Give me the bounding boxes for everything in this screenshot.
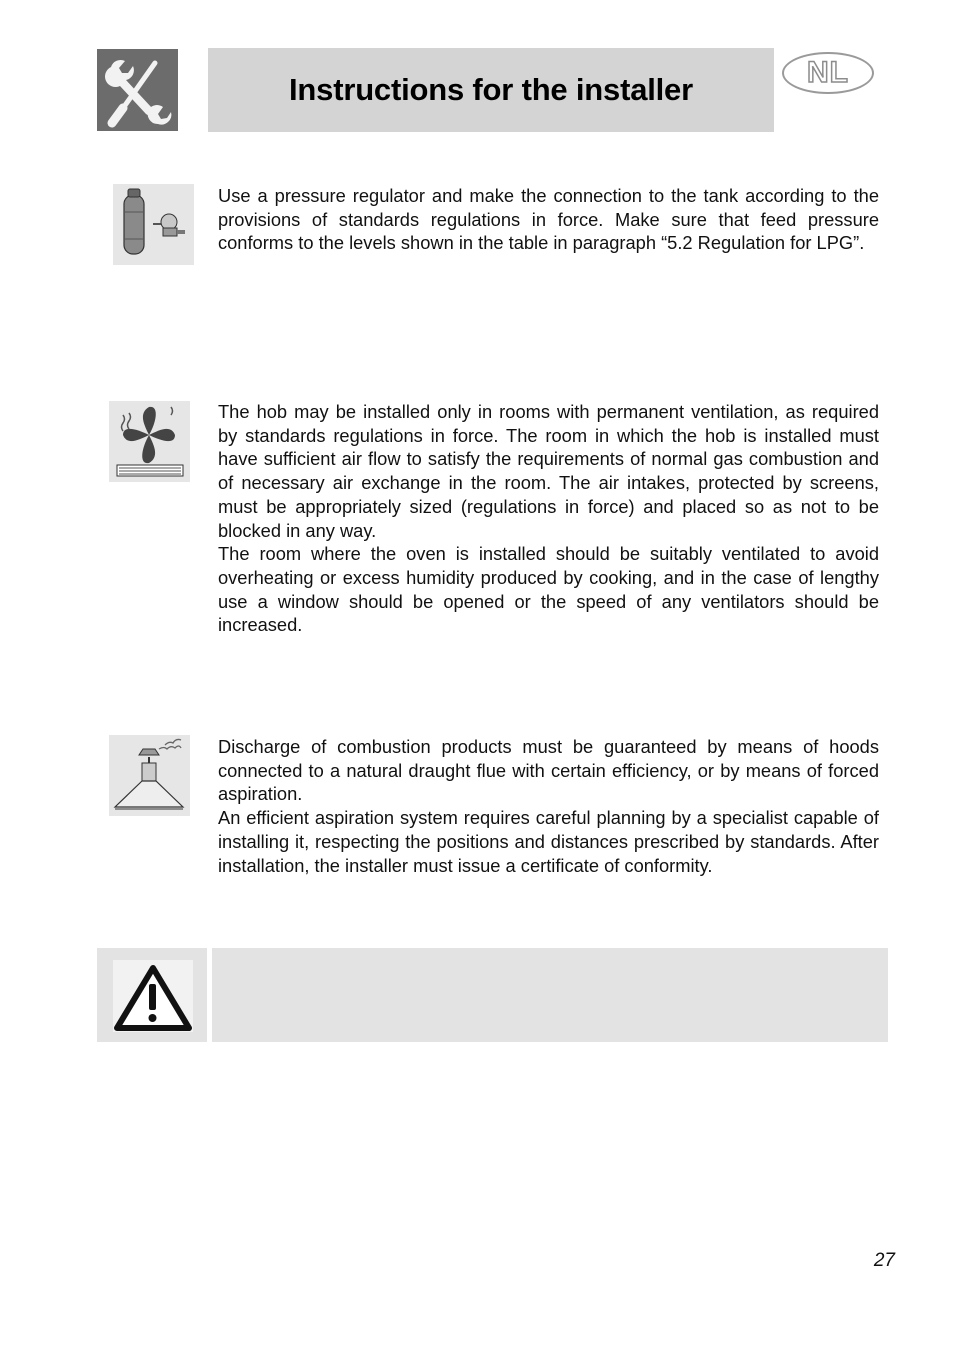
- extractor-hood-icon: [109, 735, 190, 816]
- section-ventilation-text: [218, 400, 879, 637]
- section-hood-text: [218, 735, 879, 877]
- ventilation-fan-icon: [109, 401, 190, 482]
- paragraph: Discharge of combustion products must be guaranteed by means of hoods connected to a natural draught flue with certain efficiency, or by means of forced aspiration.: [218, 736, 879, 805]
- language-badge-label: NL: [807, 56, 849, 89]
- paragraph: The room where the oven is installed should be suitably ventilated to avoid overheating or excess humidity produced by cooking, and in the case of lengthy use a window should be opened or the speed of any ventilators should be increased.: [218, 543, 879, 636]
- tools-icon: [97, 49, 178, 131]
- page-number: 27: [873, 1250, 895, 1271]
- paragraph: Use a pressure regulator and make the connection to the tank according to the provisions of standards regulations in force. Make sure that feed pressure conforms to the levels shown in the table in paragraph “5.2 Regulation for LPG”.: [218, 185, 879, 254]
- language-badge: [782, 52, 874, 94]
- header-title-bar: [208, 48, 774, 132]
- warning-triangle-icon: [97, 948, 207, 1042]
- warning-bar: [212, 948, 888, 1042]
- gas-cylinder-regulator-icon: [113, 184, 194, 265]
- paragraph: An efficient aspiration system requires careful planning by a specialist capable of installing it, respecting the positions and distances prescribed by standards. After installation, the installer must issue a certificate of conformity.: [218, 807, 879, 876]
- section-lpg-text: [218, 184, 879, 255]
- page-title: Instructions for the installer: [289, 72, 693, 107]
- paragraph: The hob may be installed only in rooms with permanent ventilation, as required by standards regulations in force. The room in which the hob is installed must have sufficient air flow to satisfy the requirements of normal gas combustion and of necessary air exchange in the room. The air intakes, protected by screens, must be appropriately sized (regulations in force) and placed so as not to be blocked in any way.: [218, 401, 879, 541]
